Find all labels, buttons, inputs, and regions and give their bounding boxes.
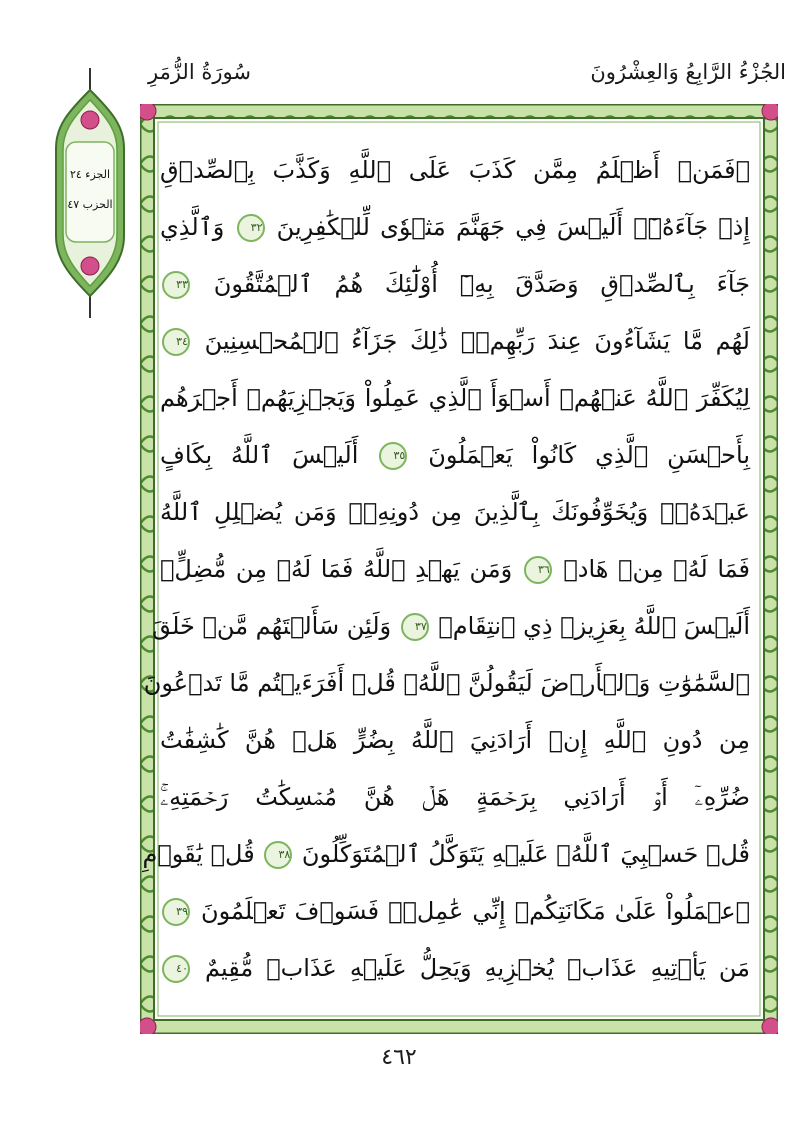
verse-line-1: ۞فَمَنۡ أَظۡلَمُ مِمَّن كَذَبَ عَلَى ٱللَّهِ وَكَذَّبَ بِٱلصِّدۡقِ xyxy=(160,156,750,184)
verse-line-5: لِيُكَفِّرَ ٱللَّهُ عَنۡهُمۡ أَسۡوَأَ ٱلَّذِي عَمِلُواْ وَيَجۡزِيَهُمۡ أَجۡرَهُم xyxy=(160,384,750,412)
hizb-marker xyxy=(54,68,126,318)
verse-line-2: إِذۡ جَآءَهُۥٓۚ أَلَيۡسَ فِي جَهَنَّمَ مَثۡوٗى لِّلۡكَٰفِرِينَ ٣٢ وَٱلَّذِي xyxy=(160,213,750,241)
verse-line-3: جَآءَ بِٱلصِّدۡقِ وَصَدَّقَ بِهِۦٓ أُوْلَٰٓئِكَ هُمُ ٱلۡمُتَّقُونَ ٣٣ xyxy=(160,254,750,314)
ayah-number-marker: ٣٧ xyxy=(401,613,429,641)
verse-line-13: قُلۡ حَسۡبِيَ ٱللَّهُۖ عَلَيۡهِ يَتَوَكَّلُ ٱلۡمُتَوَكِّلُونَ ٣٨ قُلۡ يَٰقَوۡمِ xyxy=(142,840,750,868)
ayah-number-marker: ٣٩ xyxy=(162,898,190,926)
page-number: ٤٦٢ xyxy=(381,1045,417,1070)
verse-line-8: فَمَا لَهُۥ مِنۡ هَادٖ ٣٦ وَمَن يَهۡدِ ٱللَّهُ فَمَا لَهُۥ مِن مُّضِلٍّۗ xyxy=(160,555,750,583)
ayah-number-marker: ٣٥ xyxy=(379,442,407,470)
verse-line-4: لَهُم مَّا يَشَآءُونَ عِندَ رَبِّهِمۡۚ ذَٰلِكَ جَزَآءُ ٱلۡمُحۡسِنِينَ ٣٤ xyxy=(160,311,750,371)
verse-line-15: مَن يَأۡتِيهِ عَذَابٞ يُخۡزِيهِ وَيَحِلُّ عَلَيۡهِ عَذَابٞ مُّقِيمٌ ٤٠ xyxy=(160,938,750,998)
surah-header: سُورَةُ الزُّمَرِ xyxy=(148,60,251,84)
hizb-juz-label: الجزء ٢٤ xyxy=(69,168,111,181)
ayah-number-marker: ٣٦ xyxy=(524,556,552,584)
verse-line-6: بِأَحۡسَنِ ٱلَّذِي كَانُواْ يَعۡمَلُونَ ٣٥ أَلَيۡسَ ٱللَّهُ بِكَافٍ xyxy=(160,441,751,469)
verse-line-14: ٱعۡمَلُواْ عَلَىٰ مَكَانَتِكُمۡ إِنِّي عَٰمِلٞۖ فَسَوۡفَ تَعۡلَمُونَ ٣٩ xyxy=(160,881,750,941)
verse-line-10: ٱلسَّمَٰوَٰتِ وَٱلۡأَرۡضَ لَيَقُولُنَّ ٱللَّهُۚ قُلۡ أَفَرَءَيۡتُم مَّا تَدۡعُونَ xyxy=(143,669,750,697)
verse-line-11: مِن دُونِ ٱللَّهِ إِنۡ أَرَادَنِيَ ٱللَّهُ بِضُرٍّ هَلۡ هُنَّ كَٰشِفَٰتُ xyxy=(160,726,750,754)
juz-header: الجُزْءُ الرَّابِعُ وَالعِشْرُونَ xyxy=(590,60,786,84)
verse-line-9: أَلَيۡسَ ٱللَّهُ بِعَزِيزٖ ذِي ٱنتِقَامٖ ٣٧ وَلَئِن سَأَلۡتَهُم مَّنۡ خَلَقَ xyxy=(152,612,750,640)
ayah-number-marker: ٣٨ xyxy=(264,841,292,869)
verse-line-12: ضُرِّهِۦٓ أَوۡ أَرَادَنِي بِرَحۡمَةٍ هَلۡ هُنَّ مُمۡسِكَٰتُ رَحۡمَتِهِۦۚ xyxy=(160,783,750,811)
ayah-number-marker: ٤٠ xyxy=(162,955,190,983)
verse-text-area xyxy=(142,140,751,995)
verse-line-7: عَبۡدَهُۥۖ وَيُخَوِّفُونَكَ بِٱلَّذِينَ مِن دُونِهِۦۚ وَمَن يُضۡلِلِ ٱللَّهُ xyxy=(160,498,750,526)
ayah-number-marker: ٣٢ xyxy=(237,214,265,242)
hizb-number-label: الحزب ٤٧ xyxy=(67,198,113,211)
ayah-number-marker: ٣٤ xyxy=(162,328,190,356)
ayah-number-marker: ٣٣ xyxy=(162,271,190,299)
